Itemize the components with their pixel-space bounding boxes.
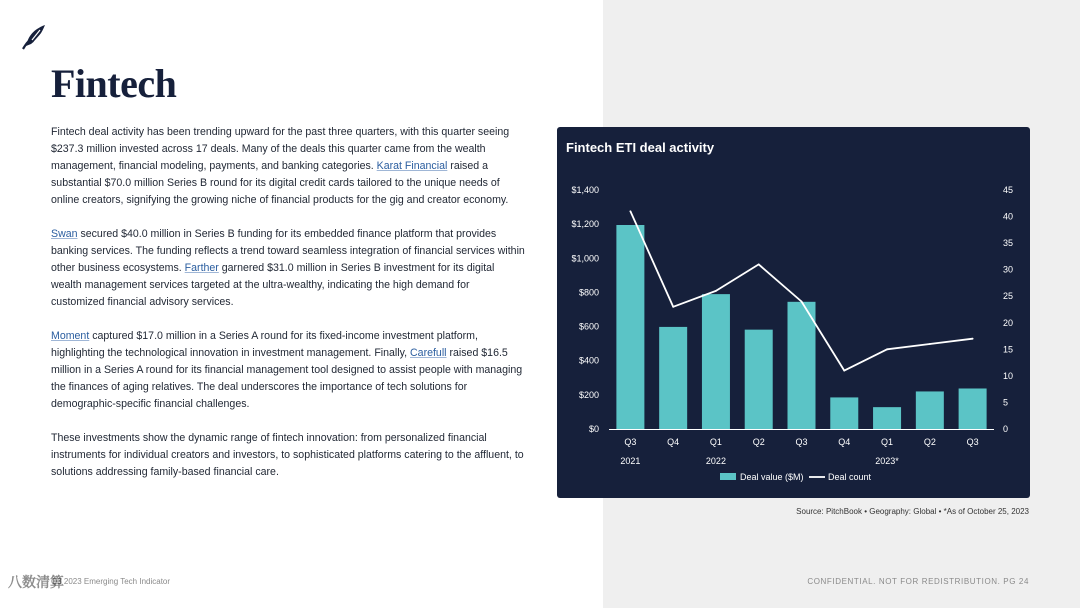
x-tick-label: Q1 <box>881 437 894 447</box>
y-right-tick-label: 45 <box>1003 185 1014 195</box>
y-right-tick-label: 40 <box>1003 211 1014 222</box>
y-left-tick-label: $1,000 <box>571 253 599 264</box>
body-text <box>51 124 525 498</box>
company-link[interactable]: Carefull <box>410 347 447 359</box>
y-left-tick-label: $800 <box>578 287 599 298</box>
deal-value-bar <box>702 294 730 429</box>
paragraph-text: raised $16.5 million in a Series A round for its financial management tool designed to assist people with managing the finances of aging relatives. The deal underscores the importance of tech solutions for demographic-specific financial challenges. <box>51 347 523 410</box>
x-year-label: 2021 <box>620 456 641 466</box>
paragraph-text: captured $17.0 million in a Series A round for its fixed-income investment platform, highlighting the technological innovation in investment management. Finally, <box>51 330 478 359</box>
deal-value-bar <box>916 391 944 429</box>
y-left-tick-label: $0 <box>588 424 599 434</box>
x-year-label: 2023* <box>875 456 899 466</box>
footer-confidential: CONFIDENTIAL. NOT FOR REDISTRIBUTION. PG 24 <box>807 577 1029 586</box>
y-right-tick-label: 35 <box>1003 238 1014 249</box>
y-right-tick-label: 5 <box>1003 397 1009 408</box>
body-paragraph <box>51 328 525 413</box>
y-right-tick-label: 15 <box>1003 344 1014 355</box>
company-link[interactable]: Swan <box>51 228 78 240</box>
company-link[interactable]: Moment <box>51 330 90 342</box>
deal-count-point <box>843 370 845 372</box>
deal-value-bar <box>659 327 687 429</box>
x-tick-label: Q4 <box>667 437 680 447</box>
deal-count-point <box>672 306 674 308</box>
company-link[interactable]: Karat Financial <box>376 160 448 172</box>
y-right-tick-label: 25 <box>1003 291 1014 302</box>
deal-value-bar <box>873 407 901 429</box>
deal-count-point <box>972 338 974 340</box>
y-left-tick-label: $1,200 <box>571 219 599 230</box>
deal-count-point <box>629 210 631 212</box>
legend-label: Deal count <box>828 472 872 482</box>
y-right-tick-label: 30 <box>1003 264 1014 275</box>
deal-value-bar <box>616 225 644 429</box>
legend-bar-swatch <box>720 473 736 480</box>
y-right-tick-label: 0 <box>1003 424 1009 434</box>
deal-value-bar <box>830 397 858 429</box>
watermark: 八数清算 <box>8 574 64 590</box>
deal-value-bar <box>788 302 816 429</box>
y-left-tick-label: $200 <box>578 389 599 400</box>
body-paragraph <box>51 226 525 311</box>
deal-count-point <box>801 301 803 303</box>
paragraph-text: secured $40.0 million in Series B funding for its embedded finance platform that provides banking services. The funding reflects a trend toward seamless integration of financial services within other business ecosystems. <box>51 228 525 274</box>
y-right-tick-label: 10 <box>1003 370 1014 381</box>
body-paragraph <box>51 430 525 481</box>
page-title: Fintech <box>51 61 177 106</box>
footer-report-name: Q3 2023 Emerging Tech Indicator <box>51 577 171 586</box>
x-tick-label: Q3 <box>624 437 637 447</box>
source-note: Source: PitchBook • Geography: Global • *As of October 25, 2023 <box>796 507 1029 516</box>
pitchbook-logo-icon <box>20 22 48 50</box>
company-link[interactable]: Farther <box>184 262 219 274</box>
y-left-tick-label: $600 <box>578 321 599 332</box>
deal-value-bar <box>745 330 773 429</box>
y-left-tick-label: $1,400 <box>571 185 599 195</box>
deal-count-point <box>886 348 888 350</box>
x-tick-label: Q3 <box>966 437 979 447</box>
paragraph-text: These investments show the dynamic range of fintech innovation: from personalized financial instruments for individual creators and investors, to sophisticated platforms catering to the affluent, to solutions addressing family-based financial care. <box>51 432 524 478</box>
x-tick-label: Q1 <box>709 437 722 447</box>
deal-count-point <box>758 263 760 265</box>
deal-count-point <box>715 290 717 292</box>
body-paragraph <box>51 124 525 209</box>
paragraph-text: raised a substantial $70.0 million Series B round for its digital credit cards tailored to the unique needs of online creators, signifying the growing niche of financial products for the gig and creator economy. <box>51 160 509 206</box>
paragraph-text: Fintech deal activity has been trending upward for the past three quarters, with this quarter seeing $237.3 million invested across 17 deals. Many of the deals this quarter came from the wealth management, financial modeling, payments, and banking categories. <box>51 126 510 172</box>
deal-count-point <box>929 343 931 345</box>
x-year-label: 2022 <box>705 456 726 466</box>
chart-title: Fintech ETI deal activity <box>566 140 715 155</box>
y-left-tick-label: $400 <box>578 355 599 366</box>
deal-value-bar <box>959 388 987 429</box>
legend-label: Deal value ($M) <box>740 472 804 482</box>
x-tick-label: Q3 <box>795 437 808 447</box>
y-right-tick-label: 20 <box>1003 317 1014 328</box>
x-tick-label: Q2 <box>923 437 936 447</box>
chart-card <box>557 127 1030 498</box>
deal-activity-chart <box>557 127 1030 498</box>
x-tick-label: Q4 <box>838 437 851 447</box>
x-tick-label: Q2 <box>752 437 765 447</box>
paragraph-text: garnered $31.0 million in Series B investment for its digital wealth management services targeted at the ultra-wealthy, indicating the high demand for customized financial advisory services. <box>51 262 495 308</box>
